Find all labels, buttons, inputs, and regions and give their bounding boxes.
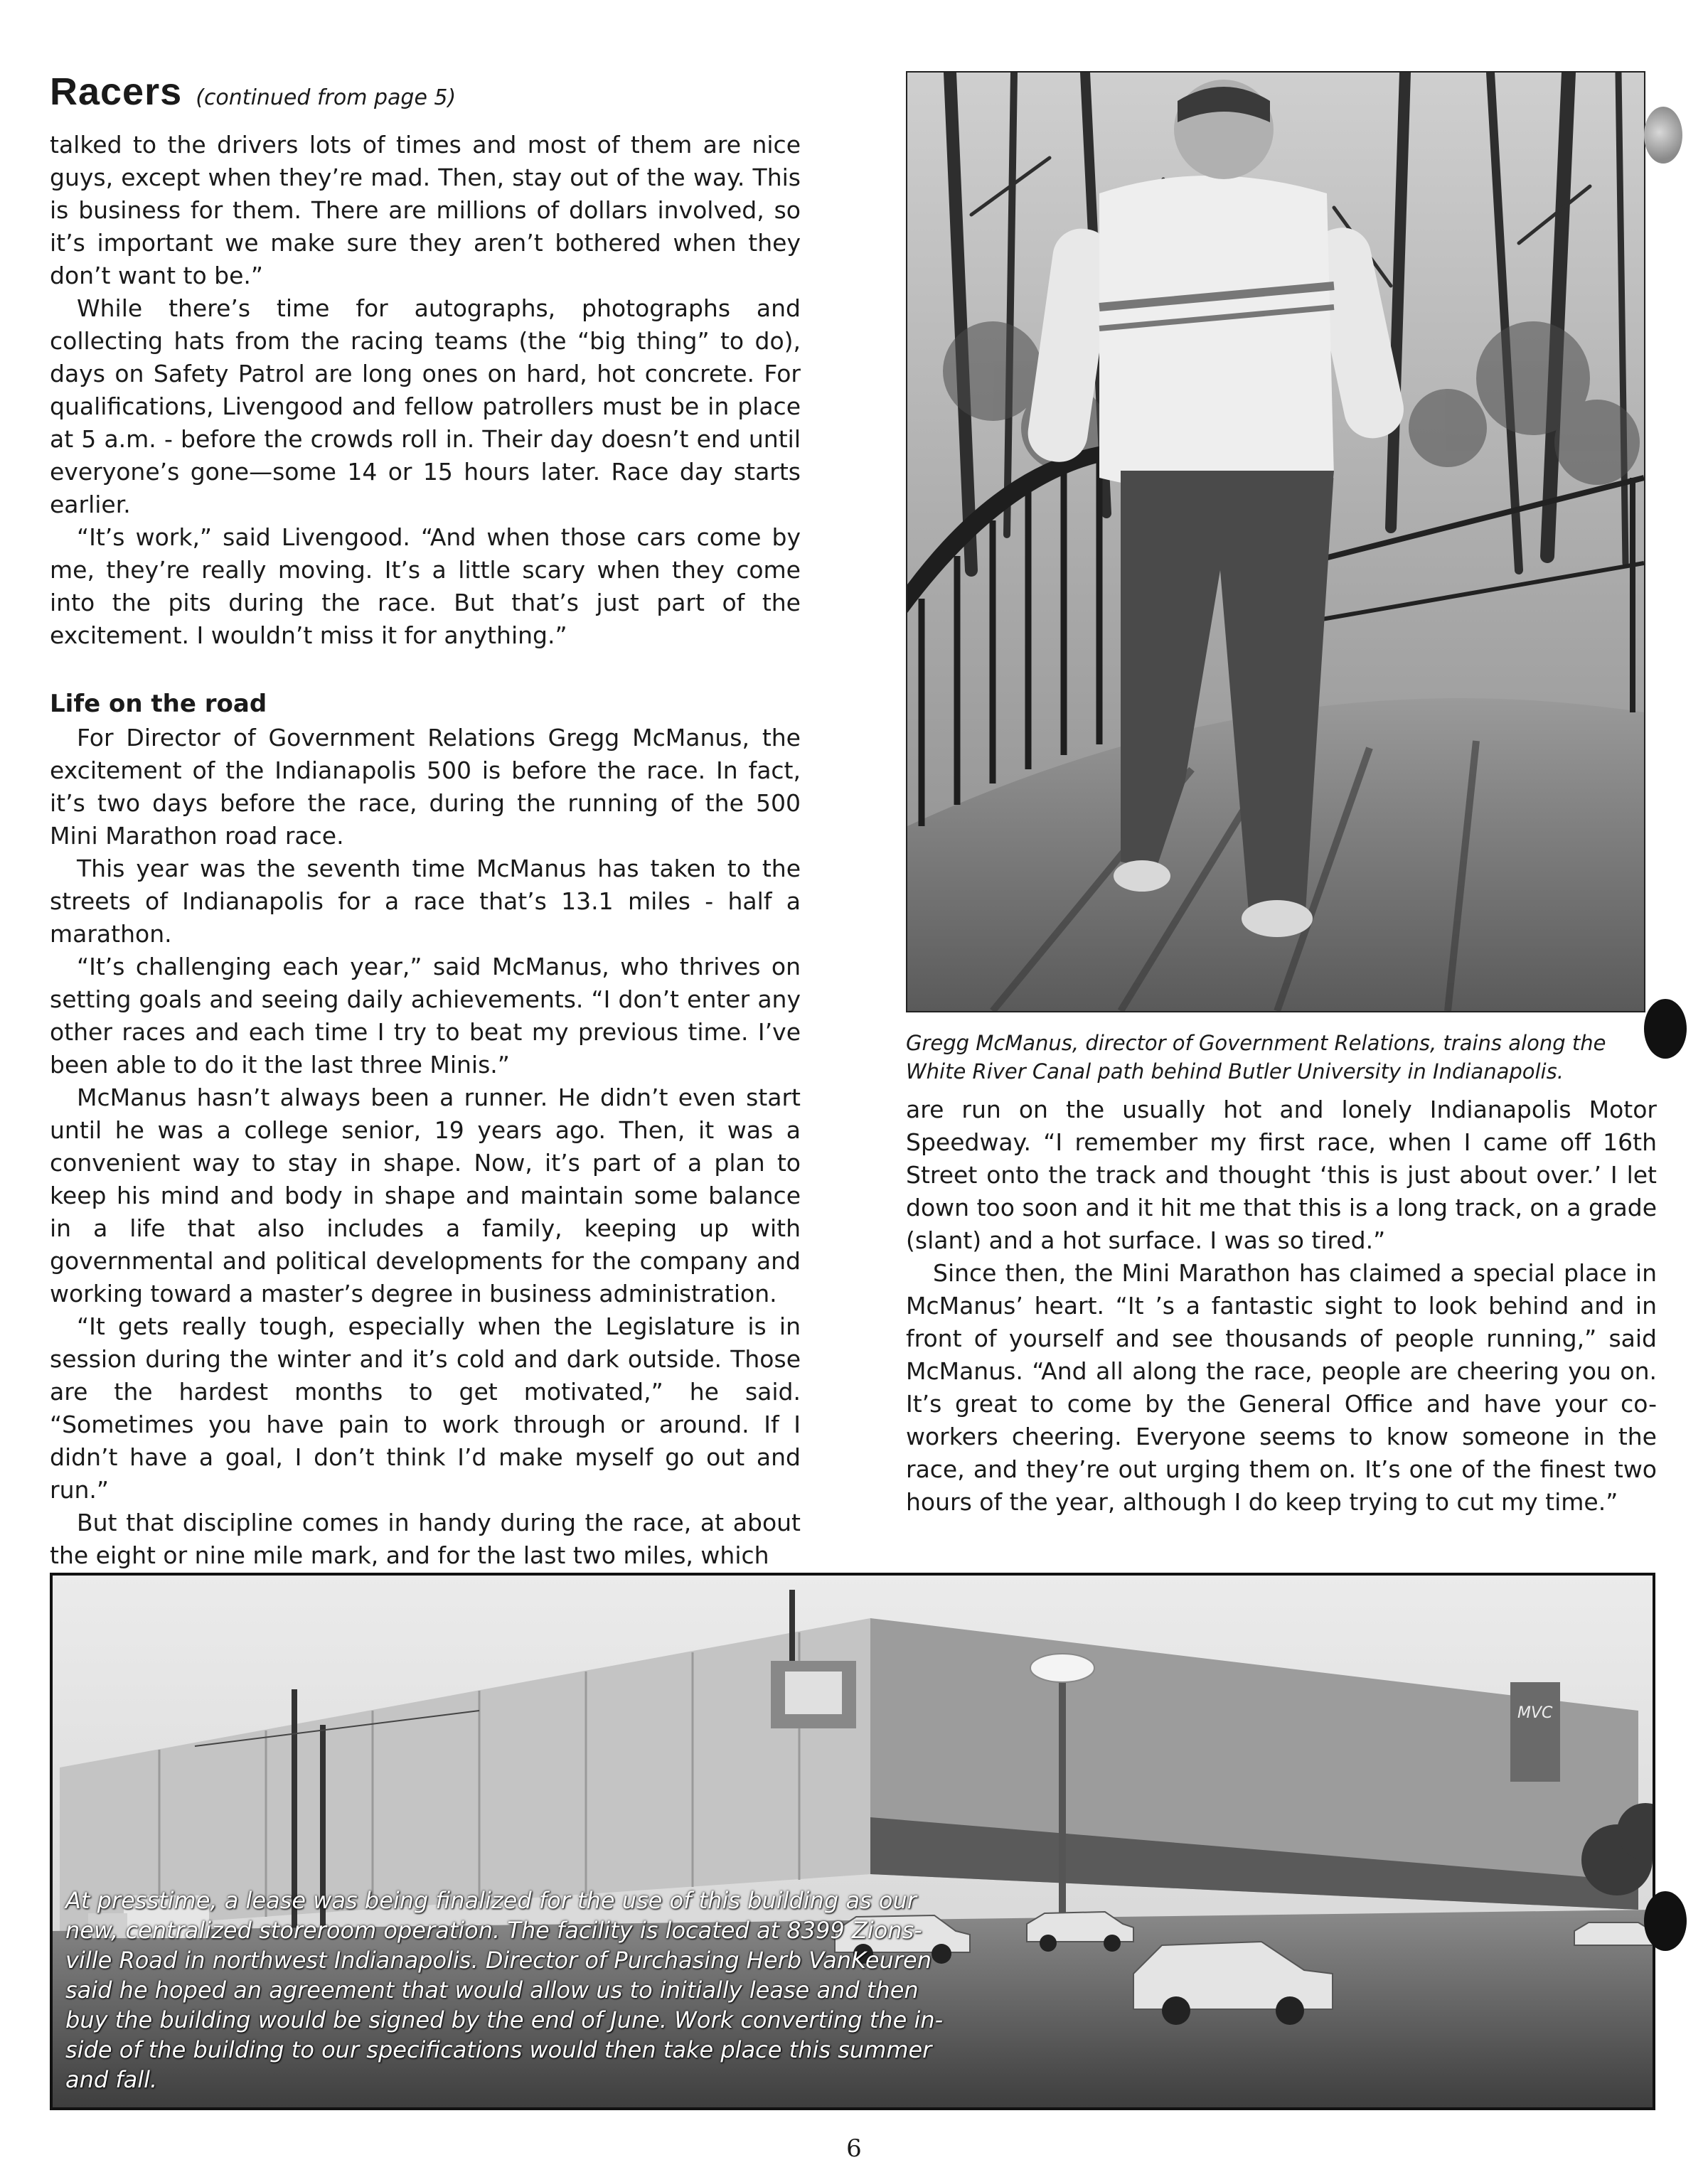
right-column [906, 1093, 1657, 1519]
paragraph: “It gets really tough, especially when the Legislature is in session during the winter and it’s cold and dark outside. Those are the hardest months to get motivated,” he said. “Sometimes you have pain to work through or around. If I didn’t have a goal, I don’t think I’d make myself go out and run.” [50, 1312, 801, 1504]
caption-line: ville Road in northwest Indianapolis. Director of Purchasing Herb VanKeuren [65, 1947, 932, 1974]
caption-line: new, centralized storeroom operation. The facility is located at 8399 Zions- [65, 1917, 922, 1944]
paragraph: Since then, the Mini Marathon has claimed a special place in McManus’ heart. “It ’s a fantastic sight to look behind and in front of yourself and see thousands of people running,” said McManus. “And all along the race, people are cheering you on. It’s great to come by the General Office and have your co-workers cheering. Everyone seems to know someone in the race, and they’re out urging them on. It’s one of the finest two hours of the year, although I do keep trying to cut my time.” [906, 1259, 1657, 1516]
paragraph: This year was the seventh time McManus has taken to the streets of Indianapolis for a race that’s 13.1 miles - half a marathon. [50, 855, 801, 948]
caption-line: White River Canal path behind Butler University in Indianapolis. [906, 1059, 1564, 1084]
paragraph: talked to the drivers lots of times and most of them are nice guys, except when they’re mad. Then, stay out of the way. This is business for them. There are millions of dollars involved, so it’s important we make sure they aren’t bothered when they don’t want to be.” [50, 131, 801, 289]
paragraph: But that discipline comes in handy during the race, at about the eight or nine mile mark, and for the last two miles, which [50, 1509, 801, 1569]
continued-note: (continued from page 5) [196, 85, 457, 110]
page-number: 6 [846, 2134, 862, 2163]
caption-line: At presstime, a lease was being finalized for the use of this building as our [65, 1887, 917, 1914]
binder-hole [1644, 999, 1687, 1059]
headline: Racers [50, 70, 183, 113]
building-photo [50, 1573, 1655, 2110]
paragraph: “It’s challenging each year,” said McManus, who thrives on setting goals and seeing daily achievements. “I don’t enter any other races and each time I try to beat my previous time. I’ve been able to do it the last three Minis.” [50, 953, 801, 1079]
runner-photo-illustration [907, 73, 1644, 1011]
article-header [50, 68, 801, 124]
body-text-part2 [50, 722, 801, 1572]
left-column [50, 68, 801, 1572]
building-photo-caption [65, 1886, 1018, 2095]
binder-hole [1644, 107, 1682, 164]
paragraph: “It’s work,” said Livengood. “And when those cars come by me, they’re really moving. It’s a little scary when they come into the pits during the race. But that’s just part of the excitement. I wouldn’t miss it for anything.” [50, 523, 801, 649]
caption-line: and fall. [65, 2066, 158, 2093]
paragraph: are run on the usually hot and lonely Indianapolis Motor Speedway. “I remember my first race, when I came off 16th Street onto the track and thought ‘this is just about over.’ I let down too soon and it hit me that this is a long track, on a grade (slant) and a hot surface. I was so tired.” [906, 1096, 1657, 1254]
caption-line: Gregg McManus, director of Government Relations, trains along the [906, 1031, 1606, 1055]
paragraph: McManus hasn’t always been a runner. He didn’t even start until he was a college senior, 19 years ago. Then, it was a convenient way to stay in shape. Now, it’s part of a plan to keep his mind and body in shape and maintain some balance in a life that also includes a family, keeping up with governmental and political developments for the company and working toward a master’s degree in business administration. [50, 1084, 801, 1307]
runner-photo-caption [906, 1029, 1660, 1086]
caption-line: side of the building to our specifications would then take place this summer [65, 2036, 932, 2063]
paragraph: For Director of Government Relations Gregg McManus, the excitement of the Indianapolis 500 is before the race. In fact, it’s two days before the race, during the running of the 500 Mini Marathon road race. [50, 724, 801, 850]
caption-line: said he hoped an agreement that would allow us to initially lease and then [65, 1977, 919, 2004]
paragraph: While there’s time for autographs, photographs and collecting hats from the racing teams (the “big thing” to do), days on Safety Patrol are long ones on hard, hot concrete. For qualifications, Livengood and fellow patrollers must be in place at 5 a.m. - before the crowds roll in. Their day doesn’t end until everyone’s gone—some 14 or 15 hours later. Race day starts earlier. [50, 294, 801, 518]
binder-hole [1644, 1891, 1687, 1951]
building-sign: MVC [1517, 1704, 1553, 1722]
body-text-part1 [50, 129, 801, 652]
subhead: Life on the road [50, 690, 267, 718]
caption-line: buy the building would be signed by the end of June. Work converting the in- [65, 2006, 944, 2033]
runner-photo [906, 71, 1645, 1012]
